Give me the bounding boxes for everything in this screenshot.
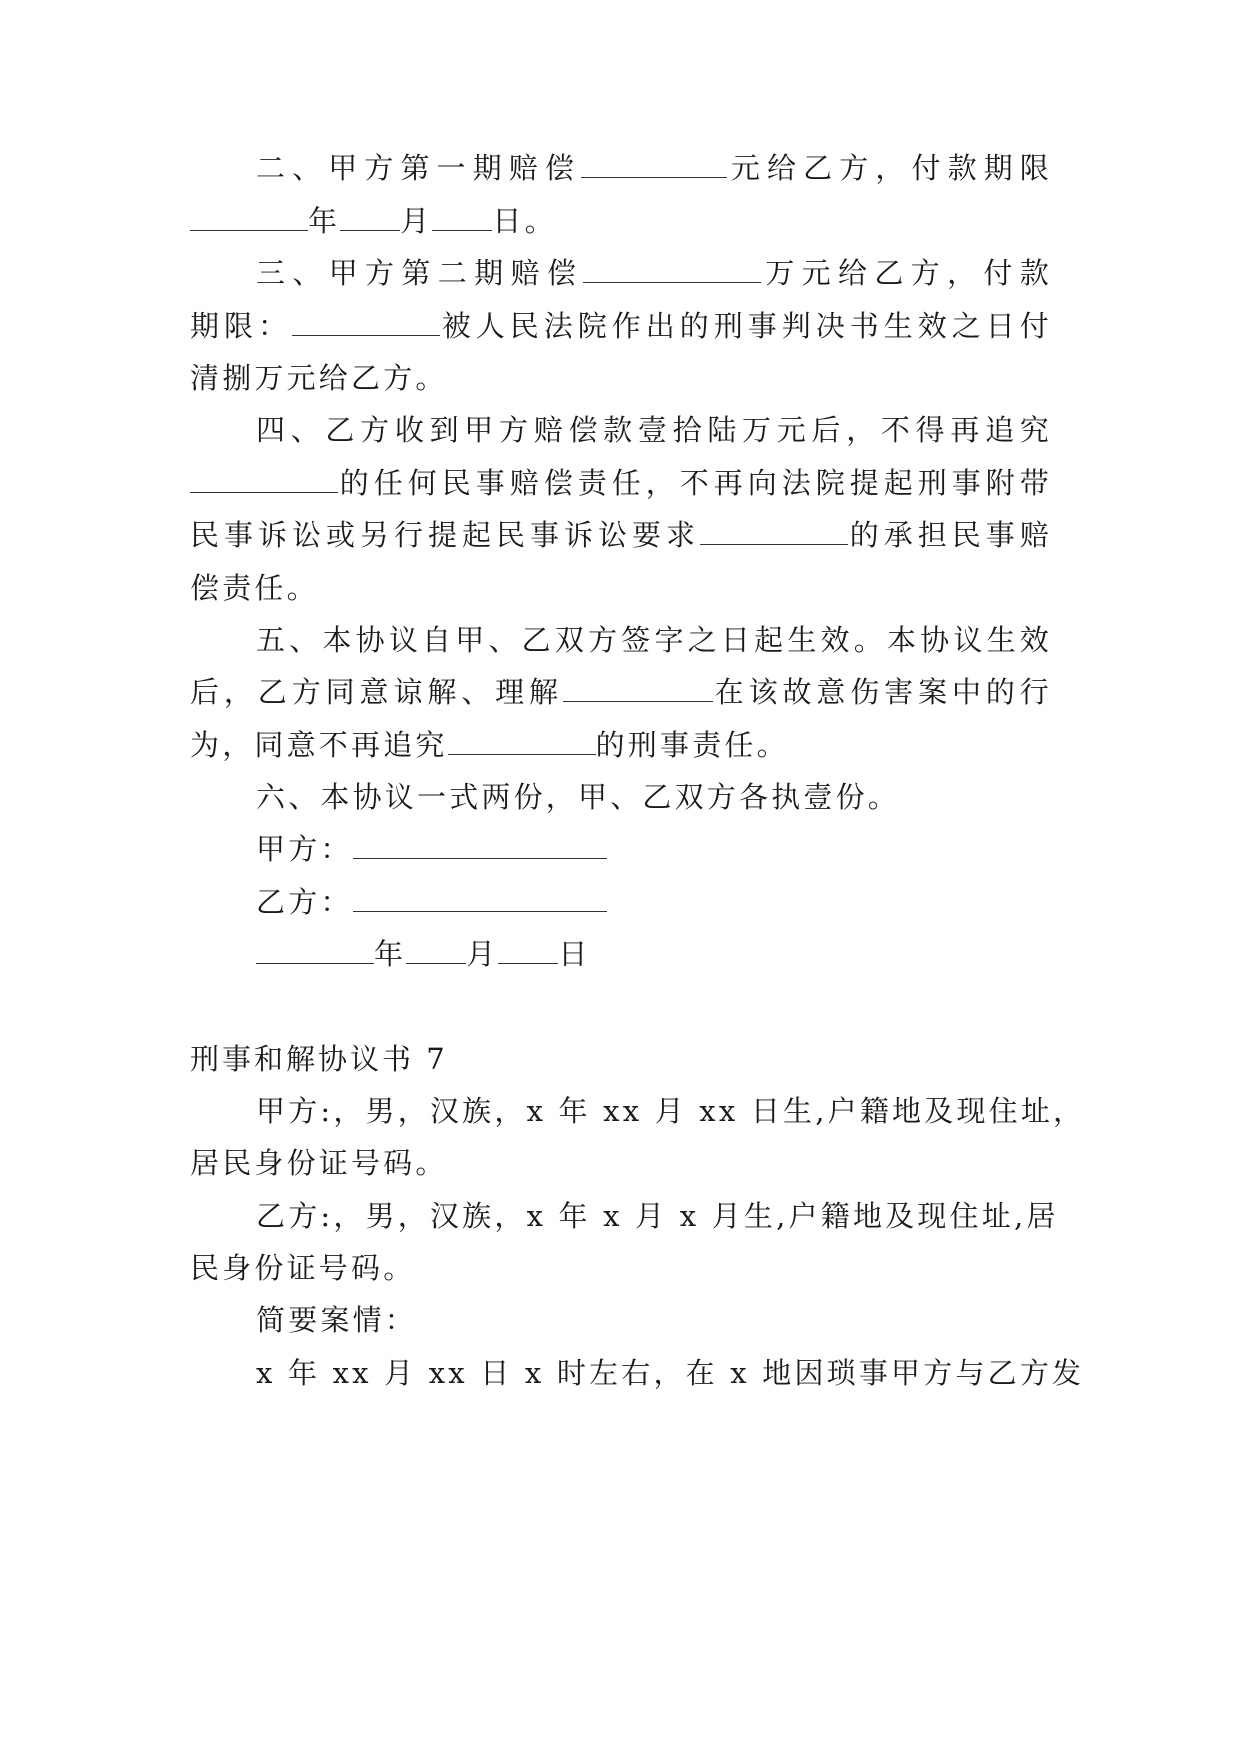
month-label: 月 (400, 204, 433, 238)
month-blank (406, 937, 466, 964)
clause-3-deadline-text: 被人民法院作出的刑事判决书生效之日付 (440, 309, 1052, 343)
party-a-info-line-2: 居民身份证号码。 (190, 1146, 448, 1180)
amount-blank (581, 151, 727, 178)
case-summary-line-1: x 年 xx 月 xx 日 x 时左右，在 x 地因琐事甲方与乙方发 (256, 1356, 1085, 1390)
party-b-signature (256, 882, 1052, 922)
clause-3-text-end: 万元给乙方，付款 (761, 256, 1052, 290)
clause-5-text-start: 为，同意不再追究 (190, 728, 448, 762)
name-blank (190, 466, 338, 493)
clause-5-line-2 (190, 672, 1052, 712)
clause-2-line-2 (190, 201, 1052, 241)
party-a-signature (256, 829, 1052, 869)
clause-2-text-end: 元给乙方，付款期限 (727, 151, 1052, 185)
party-b-info-line-2: 民身份证号码。 (190, 1251, 416, 1285)
party-b-label: 乙方： (256, 885, 353, 919)
clause-5-text-start: 后，乙方同意谅解、理解 (190, 675, 563, 709)
year-blank (190, 204, 308, 231)
name-blank (448, 728, 596, 755)
day-label: 日。 (492, 204, 557, 238)
clause-5-line-1: 五、本协议自甲、乙双方签字之日起生效。本协议生效 (256, 623, 1052, 657)
clause-2-line-1 (256, 148, 1052, 188)
clause-5-text-end: 的刑事责任。 (595, 728, 789, 762)
clause-4-text-start: 民事诉讼或另行提起民事诉讼要求 (190, 518, 700, 552)
year-blank (256, 937, 374, 964)
name-blank (563, 675, 713, 702)
clause-4-line-4: 偿责任。 (190, 571, 319, 605)
section-title: 刑事和解协议书 7 (190, 1042, 448, 1076)
signature-date (256, 934, 1052, 974)
day-blank (432, 204, 492, 231)
day-label: 日 (558, 937, 591, 971)
clause-5-text-end: 在该故意伤害案中的行 (712, 675, 1052, 709)
deadline-blank (292, 309, 440, 336)
clause-6: 六、本协议一式两份，甲、乙双方各执壹份。 (256, 780, 901, 814)
amount-blank (583, 256, 761, 283)
name-blank (700, 518, 848, 545)
clause-2-text-start: 二、甲方第一期赔偿 (256, 151, 581, 185)
clause-3-line-2 (190, 306, 1052, 346)
party-b-info-line-1: 乙方:，男，汉族，x 年 x 月 x 月生,户籍地及现住址,居 (256, 1199, 1059, 1233)
clause-5-line-3 (190, 725, 1052, 765)
year-label: 年 (374, 937, 407, 971)
clause-3-line-3: 清捌万元给乙方。 (190, 361, 448, 395)
clause-3-deadline-label: 期限： (190, 309, 292, 343)
year-label: 年 (308, 204, 341, 238)
case-summary-label: 简要案情： (256, 1303, 418, 1337)
clause-3-text-start: 三、甲方第二期赔偿 (256, 256, 584, 290)
party-a-signature-blank (353, 832, 607, 859)
month-label: 月 (466, 937, 499, 971)
clause-3-line-1 (256, 253, 1052, 293)
clause-4-line-2 (190, 463, 1052, 503)
clause-4-line-3 (190, 515, 1052, 555)
party-a-label: 甲方： (256, 832, 353, 866)
party-b-signature-blank (353, 885, 607, 912)
day-blank (498, 937, 558, 964)
party-a-info-line-1: 甲方:，男，汉族，x 年 xx 月 xx 日生,户籍地及现住址， (256, 1094, 1086, 1128)
month-blank (340, 204, 400, 231)
clause-4-text: 的任何民事赔偿责任，不再向法院提起刑事附带 (338, 466, 1052, 500)
clause-4-text-end: 的承担民事赔 (848, 518, 1052, 552)
clause-4-line-1: 四、乙方收到甲方赔偿款壹拾陆万元后，不得再追究 (256, 413, 1052, 447)
